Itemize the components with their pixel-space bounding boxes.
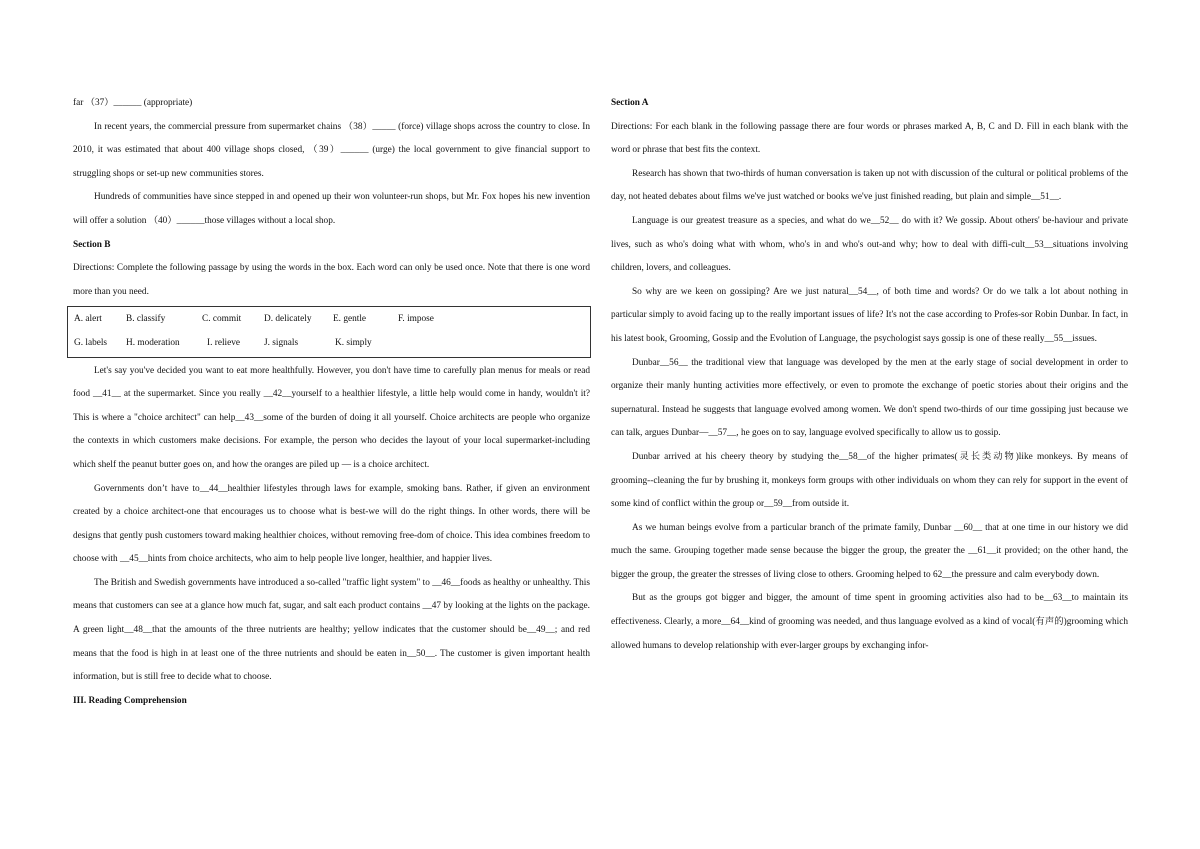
- paragraph: But as the groups got bigger and bigger, the amount of time spent in grooming activities also had to be__63__to maintain its effectiveness. Clearly, a more__64__kind of grooming was needed, and thus language evolved as a kind of vocal(有声的)grooming which allowed humans to develop relationship with ever-larger groups by exchanging infor-: [611, 593, 1128, 651]
- section-b-heading: Section B: [73, 239, 111, 250]
- word-option: K. simply: [335, 337, 372, 348]
- paragraph: In recent years, the commercial pressure from supermarket chains （38）_____ (force) village shops across the country to close. In 2010, it was estimated that about 400 village shops closed, （39）______ (urge) the local government to give financial support to struggling shops or set-up new communities stores.: [73, 121, 590, 179]
- paragraph: Dunbar arrived at his cheery theory by studying the__58__of the higher primates(灵长类动物)like monkeys. By means of grooming--cleaning the fur by brushing it, monkeys form groups with other individuals on whom they can rely for support in the event of some kind of conflict within the group or__59__from outside it.: [611, 451, 1128, 510]
- word-option: G. labels: [74, 337, 108, 348]
- section-a-directions: Directions: For each blank in the following passage there are four words or phrases marked A, B, C and D. Fill in each blank with the word or phrase that best fits the context.: [611, 121, 1128, 156]
- paragraph: Governments don’t have to__44__healthier lifestyles through laws for example, smoking bans. Rather, if given an environment created by a choice architect-one that encourages us to choose what is best-we will do the right things. In other words, there will be designs that gently push customers toward making healthier choices, without removing free-dom of choice. This idea combines freedom to choose with __45__hints from choice architects, who aim to help people live longer, healthier, and happier lives.: [73, 483, 590, 565]
- word-option: F. impose: [398, 314, 434, 325]
- paragraph: As we human beings evolve from a particular branch of the primate family, Dunbar __60__ that at one time in our history we did much the same. Grouping together made sense because the bigger the group, the greater the __61__it provided; on the other hand, the bigger the group, the greater the stresses of living close to others. Grooming helped to 62__the pressure and calm everybody down.: [611, 522, 1128, 580]
- paragraph: Language is our greatest treasure as a species, and what do we__52__ do with it? We gossip. About others' be-haviour and private lives, such as who's doing what with whom, who's in and who's out-and why; how to deal with diffi-cult__53__situations involving children, lovers, and colleagues.: [611, 215, 1128, 274]
- word-option: C. commit: [202, 314, 242, 325]
- paragraph: Research has shown that two-thirds of human conversation is taken up not with discussion of the cultural or political problems of the day, not heated debates about films we've just watched or books we've just finished reading, but plain and simple__51__.: [611, 168, 1128, 203]
- passage-continuation: far （37）______ (appropriate): [73, 98, 193, 108]
- paragraph: So why are we keen on gossiping? Are we just natural__54__, of both time and words? Or do we talk a lot about nothing in particular simply to avoid facing up to the really important issues of life? It's not the case according to Profes-sor Robin Dunbar. In fact, in his latest book, Grooming, Gossip and the Evolution of Language, the psychologist says gossip is one of these really__55__issues.: [611, 286, 1128, 344]
- word-option: H. moderation: [126, 337, 180, 348]
- left-column: [73, 92, 590, 713]
- section-iii-heading: III. Reading Comprehension: [73, 695, 187, 706]
- word-option: A. alert: [74, 314, 102, 325]
- word-option: D. delicately: [264, 314, 312, 325]
- paragraph: Hundreds of communities have since stepped in and opened up their won volunteer-run shops, but Mr. Fox hopes his new invention will offer a solution （40）______those villages without a local shop.: [73, 192, 590, 226]
- right-column: [611, 92, 1128, 658]
- word-option: I. relieve: [207, 337, 241, 348]
- section-a-heading: Section A: [611, 98, 649, 108]
- section-b-directions: Directions: Complete the following passage by using the words in the box. Each word can only be used once. Note that there is one word more than you need.: [73, 263, 590, 297]
- paragraph: Dunbar__56__ the traditional view that language was developed by the men at the early stage of social development in order to organize their manly hunting activities more effectively, or even to promote the exchange of poetic stories about their origins and the supernatural. Instead he suggests that language evolved among women. We don't spend two-thirds of our time gossiping just because we can talk, argues Dunbar—__57__, he goes on to say, language evolved specifically to allow us to gossip.: [611, 357, 1128, 439]
- word-box: [67, 306, 591, 357]
- word-option: J. signals: [264, 337, 299, 348]
- paragraph: The British and Swedish governments have introduced a so-called "traffic light system" to __46__foods as healthy or unhealthy. This means that customers can see at a glance how much fat, sugar, and salt each product contains __47 by looking at the lights on the package. A green light__48__that the amounts of the three nutrients are healthy; yellow indicates that the customer should be__49__; and red means that the food is high in at least one of the three nutrients and should be eaten in__50__. The customer is given important health information, but is still free to decide what to choose.: [73, 577, 590, 683]
- paragraph: Let's say you've decided you want to eat more healthfully. However, you don't have time to carefully plan menus for meals or read food __41__ at the supermarket. Since you really __42__yourself to a healthier lifestyle, a little help would come in handy, wouldn't it? This is where a "choice architect" can help__43__some of the burden of doing it all yourself. Choice architects are people who organize the contexts in which customers make decisions. For example, the person who decides the layout of your local supermarket-including which shelf the peanut butter goes on, and how the oranges are piled up — is a choice architect.: [73, 365, 590, 470]
- word-row: [68, 308, 590, 332]
- word-row: [68, 332, 590, 356]
- word-option: E. gentle: [333, 314, 367, 325]
- word-option: B. classify: [126, 314, 166, 325]
